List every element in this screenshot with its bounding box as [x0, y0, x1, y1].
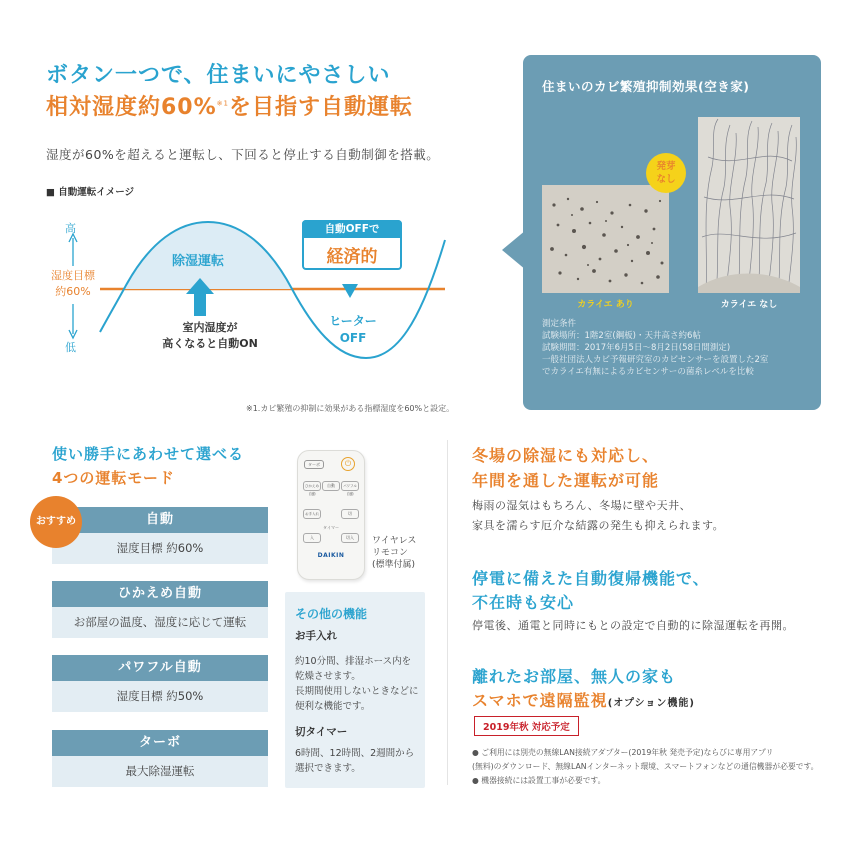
y-target-1: 湿度目標 [51, 269, 95, 282]
mode-turbo-body: 最大除湿運転 [52, 756, 268, 787]
care-text [295, 654, 419, 714]
mode-moderate-body: お部屋の温度、湿度に応じて運転 [52, 607, 268, 638]
monitor-title-1: 離れたお部屋、無人の家も [472, 667, 677, 686]
eco-callout-main: 経済的 [326, 247, 378, 267]
headline-note: ※1 [216, 99, 229, 108]
care-text-4: 便利な機能です。 [295, 701, 371, 712]
monitor-notes [472, 746, 822, 788]
headline-tail: を目指す自動運転 [229, 95, 414, 120]
y-high: 高 [65, 222, 76, 235]
remote-btn-off: 切 [341, 509, 359, 519]
diagram-footnote: ※1.カビ繁殖の抑制に効果がある指標湿度を60%と設定。 [246, 404, 455, 413]
remote-caption-3: (標準付属) [372, 560, 416, 570]
column-divider [447, 440, 448, 785]
winter-title-1: 冬場の除湿にも対応し、 [472, 446, 660, 465]
winter-text-2: 家具を濡らす厄介な結露の発生も抑えられます。 [472, 519, 725, 532]
mold-panel [523, 55, 821, 410]
monitor-note-1: ● ご利用には別売の無線LAN接続アダプター(2019年秋 発売予定)ならびに専用アプリ [472, 748, 774, 757]
photo-without [698, 117, 800, 293]
care-text-2: 乾燥させます。 [295, 671, 361, 682]
rise-text [160, 320, 260, 352]
caption-without: カライエ なし [720, 300, 778, 310]
other-title: その他の機能 [295, 607, 368, 621]
monitor-note-2: (無料)のダウンロード、無線LANインターネット環境、スマートフォンなどの通信機器が必要です。 [472, 762, 819, 771]
heater-label-2: OFF [339, 331, 367, 345]
sprout-badge-1: 発芽 [656, 161, 676, 172]
humidity-diagram [40, 200, 500, 400]
care-text-1: 約10分間、排湿ホース内を [295, 656, 412, 667]
remote-btn-care: お手入れ [303, 509, 321, 519]
photo-with [542, 185, 669, 293]
y-low: 低 [65, 341, 76, 354]
winter-title-2: 年間を通した運転が可能 [472, 471, 660, 490]
recommend-badge: おすすめ [30, 496, 82, 548]
mode-auto-body: 湿度目標 約60% [52, 533, 268, 564]
cond-3: 一般社団法人カビ予報研究室のカビセンサーを設置した2室 [542, 355, 769, 365]
eco-callout-top: 自動OFFで [302, 220, 402, 238]
headline-line1: ボタン一つで、住まいにやさしい [46, 63, 391, 88]
cond-4: でカライエ有無によるカビセンサーの菌糸レベルを比較 [542, 367, 754, 377]
caption-with: カライエ あり [577, 300, 634, 310]
modes-title-1: 使い勝手にあわせて選べる [52, 445, 245, 463]
mold-panel-title: 住まいのカビ繁殖抑制効果(空き家) [542, 79, 750, 94]
remote-caption [372, 535, 416, 571]
timer-title: 切タイマー [295, 726, 348, 738]
timer-text-2: 選択できます。 [295, 763, 361, 774]
timer-text [295, 746, 414, 776]
remote-btn-powerful: パワフル自動 [341, 481, 359, 491]
remote-brand: DAIKIN [317, 552, 345, 559]
power-icon: ⏻ [341, 457, 355, 471]
cond-2: 試験期間：2017年6月5日〜8月2日(58日間測定) [542, 343, 731, 353]
remote-label-timer: タイマー [323, 525, 339, 530]
monitor-title-2 [472, 688, 695, 711]
modes-title-2: 4つの運転モード [52, 469, 175, 487]
remote-btn-turbo: ターボ [304, 460, 324, 469]
remote-control [297, 450, 365, 580]
remote-btn-auto: 自動 [322, 481, 340, 491]
care-text-3: 長期間使用しないときなどに [295, 686, 419, 697]
power-text: 停電後、通電と同時にもとの設定で自動的に除湿運転を再開。 [472, 619, 794, 632]
y-target [46, 268, 100, 300]
winter-text [472, 496, 724, 536]
conditions [542, 318, 817, 378]
remote-btn-moderate: ひかえめ自動 [303, 481, 321, 491]
sprout-badge [646, 153, 686, 193]
y-target-2: 約60% [55, 285, 91, 298]
heater-pointer-icon [342, 284, 358, 298]
power-title-1: 停電に備えた自動復帰機能で、 [472, 569, 710, 588]
autumn-badge: 2019年秋 対応予定 [474, 716, 579, 736]
remote-caption-1: ワイヤレス [372, 536, 417, 546]
remote-caption-2: リモコン [372, 548, 409, 558]
other-functions-box [285, 592, 425, 788]
sprout-badge-2: なし [656, 174, 676, 185]
headline-percent: 相対湿度約60% [46, 95, 217, 120]
mold-photo-without-icon [698, 117, 800, 293]
headline-desc: 湿度が60%を超えると運転し、下回ると停止する自動制御を搭載。 [46, 147, 440, 162]
remote-btn-offon: 切入 [341, 533, 359, 543]
mode-auto-head: 自動 [52, 507, 268, 533]
diagram-label: ■ 自動運転イメージ [46, 187, 134, 198]
monitor-option: (オプション機能) [607, 698, 695, 709]
cond-1: 試験場所：1階2室(鋼板)・天井高さ約6帖 [542, 331, 701, 341]
monitor-note-3: ● 機器接続には設置工事が必要です。 [472, 776, 606, 785]
mode-powerful-body: 湿度目標 約50% [52, 681, 268, 712]
winter-text-1: 梅雨の湿気はもちろん、冬場に壁や天井、 [472, 499, 692, 512]
mode-moderate-head: ひかえめ自動 [52, 581, 268, 607]
eco-callout [302, 220, 402, 270]
mode-turbo-head: ターボ [52, 730, 268, 756]
remote-btn-on: 入 [303, 533, 321, 543]
timer-text-1: 6時間、12時間、2週間から [295, 748, 415, 759]
heater-label-1: ヒーター [329, 314, 377, 328]
dehumid-label: 除湿運転 [172, 254, 225, 269]
care-title: お手入れ [295, 630, 337, 642]
cond-title: 測定条件 [542, 319, 577, 329]
heater-label [322, 313, 384, 347]
mold-photo-with-icon [542, 185, 669, 293]
power-title-2: 不在時も安心 [472, 593, 575, 612]
rise-text-1: 室内湿度が [182, 321, 238, 334]
rise-text-2: 高くなると自動ON [162, 337, 258, 350]
mode-powerful-head: パワフル自動 [52, 655, 268, 681]
headline-line2 [46, 90, 413, 121]
monitor-title-main: スマホで遠隔監視 [472, 691, 608, 710]
